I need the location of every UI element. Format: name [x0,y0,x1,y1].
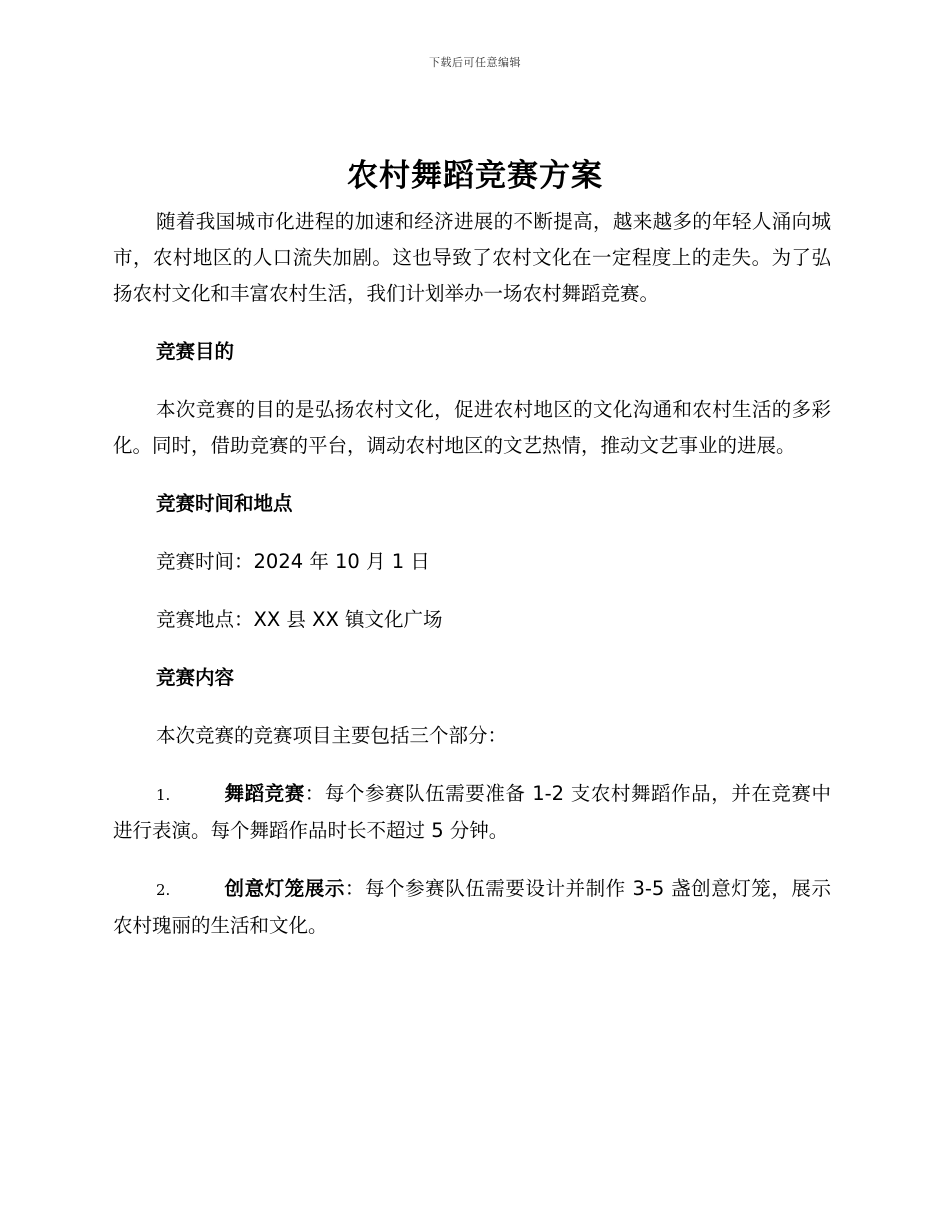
list-item-term: 创意灯笼展示 [224,877,345,900]
purpose-paragraph: 本次竞赛的目的是弘扬农村文化，促进农村地区的文化沟通和农村生活的多彩化。同时，借助竞赛的平台，调动农村地区的文艺热情，推动文艺事业的进展。 [113,398,831,457]
content-intro-line: 本次竞赛的竞赛项目主要包括三个部分： [156,724,508,747]
list-item [113,776,831,849]
page-header-note: 下载后可任意编辑 [429,56,521,69]
section-heading-content: 竞赛内容 [156,666,235,689]
competition-time-line: 竞赛时间：2024 年 10 月 1 日 [156,550,430,573]
intro-paragraph: 随着我国城市化进程的加速和经济进展的不断提高，越来越多的年轻人涌向城市，农村地区的人口流失加剧。这也导致了农村文化在一定程度上的走失。为了弘扬农村文化和丰富农村生活，我们计划举办一场农村舞蹈竞赛。 [113,210,831,305]
document-body [113,204,831,944]
list-item-number: 2. [156,881,171,899]
section-heading-purpose: 竞赛目的 [156,340,235,363]
list-item [113,871,831,944]
section-heading-time-place: 竞赛时间和地点 [156,492,293,515]
document-title: 农村舞蹈竞赛方案 [347,158,603,194]
competition-place-line: 竞赛地点：XX 县 XX 镇文化广场 [156,608,443,631]
list-item-text: ：每个参赛队伍需要设计并制作 3-5 盏创意灯笼，展示农村瑰丽的生活和文化。 [113,877,831,937]
list-item-number: 1. [156,786,171,804]
list-item-term: 舞蹈竞赛 [224,782,305,805]
list-item-text: ：每个参赛队伍需要准备 1-2 支农村舞蹈作品，并在竞赛中进行表演。每个舞蹈作品时长不超过 5 分钟。 [113,782,831,842]
